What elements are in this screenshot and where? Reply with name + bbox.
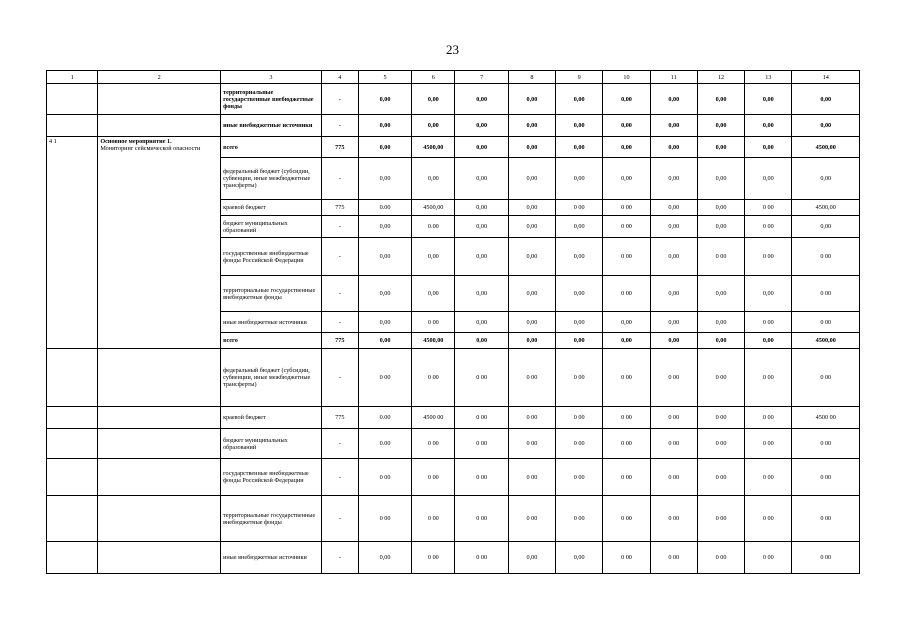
amount-cell: - <box>321 238 358 276</box>
amount-cell: - <box>321 429 358 459</box>
column-header: 14 <box>792 71 860 84</box>
table-row <box>47 459 860 496</box>
table-row <box>47 115 860 137</box>
amount-cell: 0,00 <box>455 238 508 276</box>
amount-cell: 0,00 <box>358 312 411 333</box>
amount-cell: 0,00 <box>697 115 744 137</box>
amount-cell: 0 00 <box>650 407 697 429</box>
activity-name <box>98 137 221 349</box>
amount-cell: 0,00 <box>508 238 555 276</box>
amount-cell: 0 00 <box>697 542 744 574</box>
amount-cell: 0,00 <box>358 276 411 312</box>
amount-cell: 0 00 <box>745 429 792 459</box>
amount-cell: 0,00 <box>745 158 792 200</box>
amount-cell: 0,00 <box>697 137 744 158</box>
amount-cell: 0 00 <box>745 216 792 238</box>
amount-cell: 0 00 <box>556 496 603 542</box>
amount-cell: 0,00 <box>556 276 603 312</box>
amount-cell: - <box>321 459 358 496</box>
amount-cell: 0 00 <box>412 429 455 459</box>
amount-cell: 0 00 <box>358 459 411 496</box>
amount-cell: 0,00 <box>412 276 455 312</box>
amount-cell: - <box>321 312 358 333</box>
amount-cell: 0,00 <box>745 137 792 158</box>
header-row <box>47 71 860 84</box>
amount-cell: 0,00 <box>508 115 555 137</box>
activity-description: Мониторинг сейсмической опасности <box>100 145 201 152</box>
row-code-empty <box>47 115 98 137</box>
activity-name-empty <box>98 496 221 542</box>
amount-cell: 0 00 <box>745 407 792 429</box>
amount-cell: 775 <box>321 407 358 429</box>
activity-name-empty <box>98 542 221 574</box>
table-row <box>47 407 860 429</box>
amount-cell: 0 00 <box>745 312 792 333</box>
amount-cell: 0,00 <box>556 137 603 158</box>
amount-cell: 0 00 <box>603 200 650 216</box>
amount-cell: 0,00 <box>508 276 555 312</box>
amount-cell: 0,00 <box>697 333 744 349</box>
amount-cell: 0,00 <box>697 216 744 238</box>
amount-cell: 0,00 <box>455 158 508 200</box>
funding-source: бюджет муниципальных образований <box>221 429 322 459</box>
amount-cell: 0 00 <box>412 312 455 333</box>
amount-cell: 0,00 <box>358 216 411 238</box>
amount-cell: 0,00 <box>650 200 697 216</box>
amount-cell: 0 00 <box>697 238 744 276</box>
amount-cell: 4500,00 <box>792 137 860 158</box>
activity-name-empty <box>98 115 221 137</box>
amount-cell: 0,00 <box>455 84 508 115</box>
funding-source: всего <box>221 137 322 158</box>
amount-cell: 775 <box>321 137 358 158</box>
column-header: 10 <box>603 71 650 84</box>
amount-cell: 0,00 <box>556 158 603 200</box>
amount-cell: - <box>321 216 358 238</box>
amount-cell: 0,00 <box>792 84 860 115</box>
activity-name-empty <box>98 459 221 496</box>
amount-cell: 0 00 <box>792 496 860 542</box>
column-header: 11 <box>650 71 697 84</box>
funding-source: государственные внебюджетные фонды Российской Федерации <box>221 459 322 496</box>
amount-cell: - <box>321 276 358 312</box>
amount-cell: 0 00 <box>745 496 792 542</box>
funding-source: краевой бюджет <box>221 407 322 429</box>
amount-cell: 4500,00 <box>412 137 455 158</box>
amount-cell: 0 00 <box>745 349 792 407</box>
amount-cell: 0 00 <box>603 349 650 407</box>
column-header: 5 <box>358 71 411 84</box>
amount-cell: 0,00 <box>650 276 697 312</box>
amount-cell: 0 00 <box>603 496 650 542</box>
amount-cell: 0,00 <box>455 137 508 158</box>
budget-table <box>46 70 860 574</box>
amount-cell: 0 00 <box>650 542 697 574</box>
amount-cell: 0,00 <box>697 312 744 333</box>
row-code-empty <box>47 459 98 496</box>
amount-cell: 0 00 <box>745 459 792 496</box>
row-code-empty <box>47 496 98 542</box>
column-header: 8 <box>508 71 555 84</box>
row-code-empty <box>47 84 98 115</box>
column-header: 9 <box>556 71 603 84</box>
column-header: 13 <box>745 71 792 84</box>
amount-cell: 4500,00 <box>792 333 860 349</box>
amount-cell: 0 00 <box>697 407 744 429</box>
amount-cell: 0 00 <box>792 276 860 312</box>
amount-cell: 0,00 <box>650 312 697 333</box>
amount-cell: 0 00 <box>508 459 555 496</box>
amount-cell: - <box>321 84 358 115</box>
amount-cell: 0,00 <box>412 115 455 137</box>
amount-cell: 0,00 <box>455 276 508 312</box>
amount-cell: 0,00 <box>603 84 650 115</box>
amount-cell: 0 00 <box>556 429 603 459</box>
amount-cell: 0,00 <box>412 158 455 200</box>
amount-cell: 0 00 <box>412 349 455 407</box>
amount-cell: 0 00 <box>358 496 411 542</box>
amount-cell: 0,00 <box>556 312 603 333</box>
amount-cell: 0 00 <box>697 429 744 459</box>
amount-cell: 0,00 <box>650 333 697 349</box>
amount-cell: 0 00 <box>603 216 650 238</box>
amount-cell: 4500,00 <box>412 200 455 216</box>
amount-cell: 0 00 <box>603 276 650 312</box>
amount-cell: 0 00 <box>792 238 860 276</box>
amount-cell: 0 00 <box>650 349 697 407</box>
amount-cell: 775 <box>321 333 358 349</box>
amount-cell: 0 00 <box>792 429 860 459</box>
amount-cell: 0 00 <box>603 407 650 429</box>
funding-source: территориальные государственные внебюджетные фонды <box>221 496 322 542</box>
funding-source: федеральный бюджет (субсидии, субвенции, иные межбюджетные трансферты) <box>221 349 322 407</box>
activity-name-empty <box>98 429 221 459</box>
amount-cell: 0,00 <box>358 115 411 137</box>
amount-cell: 0,00 <box>556 542 603 574</box>
column-header: 6 <box>412 71 455 84</box>
amount-cell: 0.00 <box>358 407 411 429</box>
amount-cell: 0 00 <box>603 459 650 496</box>
amount-cell: 0,00 <box>358 84 411 115</box>
amount-cell: 0 00 <box>508 407 555 429</box>
column-header: 4 <box>321 71 358 84</box>
amount-cell: 0 00 <box>455 459 508 496</box>
amount-cell: 0 00 <box>650 429 697 459</box>
funding-source: иные внебюджетные источники <box>221 312 322 333</box>
amount-cell: 0 00 <box>508 349 555 407</box>
table-row <box>47 349 860 407</box>
table-row <box>47 84 860 115</box>
amount-cell: 0,00 <box>508 200 555 216</box>
funding-source: территориальные государственные внебюджетные фонды <box>221 276 322 312</box>
funding-source: бюджет муниципальных образований <box>221 216 322 238</box>
amount-cell: 0,00 <box>455 312 508 333</box>
amount-cell: 0,00 <box>745 84 792 115</box>
amount-cell: 0.00 <box>412 216 455 238</box>
amount-cell: 0,00 <box>508 312 555 333</box>
table-row <box>47 542 860 574</box>
amount-cell: 0,00 <box>556 84 603 115</box>
amount-cell: 0 00 <box>603 542 650 574</box>
table-row <box>47 429 860 459</box>
column-header: 1 <box>47 71 98 84</box>
amount-cell: 0,00 <box>508 333 555 349</box>
amount-cell: 0,00 <box>603 115 650 137</box>
amount-cell: 0 00 <box>792 312 860 333</box>
activity-name-empty <box>98 407 221 429</box>
amount-cell: 0 00 <box>455 349 508 407</box>
amount-cell: 0,00 <box>603 333 650 349</box>
amount-cell: 0 00 <box>556 349 603 407</box>
amount-cell: 0 00 <box>412 542 455 574</box>
amount-cell: 0,00 <box>455 333 508 349</box>
funding-source: государственные внебюджетные фонды Российской Федерации <box>221 238 322 276</box>
row-code-empty <box>47 429 98 459</box>
amount-cell: 0,00 <box>556 115 603 137</box>
amount-cell: 0 00 <box>556 407 603 429</box>
amount-cell: 0,00 <box>697 276 744 312</box>
activity-title: Основное мероприятие 1. <box>100 138 172 145</box>
amount-cell: 0,00 <box>603 137 650 158</box>
amount-cell: - <box>321 496 358 542</box>
funding-source: иные внебюджетные источники <box>221 542 322 574</box>
amount-cell: 0,00 <box>745 276 792 312</box>
activity-name-empty <box>98 349 221 407</box>
table-row <box>47 137 860 158</box>
amount-cell: 4500 00 <box>412 407 455 429</box>
funding-source: всего <box>221 333 322 349</box>
amount-cell: 0 00 <box>745 200 792 216</box>
amount-cell: 0 00 <box>697 459 744 496</box>
amount-cell: 0,00 <box>697 158 744 200</box>
row-code: 4 1 <box>47 137 98 349</box>
amount-cell: 0.00 <box>358 200 411 216</box>
amount-cell: 0,00 <box>650 137 697 158</box>
amount-cell: 4500,00 <box>412 333 455 349</box>
amount-cell: 0 00 <box>556 459 603 496</box>
row-code-empty <box>47 349 98 407</box>
amount-cell: - <box>321 158 358 200</box>
amount-cell: 0,00 <box>745 333 792 349</box>
amount-cell: 0,00 <box>603 312 650 333</box>
table-row <box>47 496 860 542</box>
funding-source: территориальные государственные внебюджетные фонды <box>221 84 322 115</box>
amount-cell: 0,00 <box>508 84 555 115</box>
amount-cell: 0,00 <box>455 216 508 238</box>
amount-cell: 0 00 <box>792 542 860 574</box>
amount-cell: - <box>321 115 358 137</box>
amount-cell: 0,00 <box>358 238 411 276</box>
amount-cell: 0,00 <box>455 115 508 137</box>
amount-cell: 0,00 <box>650 158 697 200</box>
amount-cell: 0,00 <box>603 158 650 200</box>
amount-cell: 0 00 <box>455 542 508 574</box>
amount-cell: 0,00 <box>556 238 603 276</box>
column-header: 7 <box>455 71 508 84</box>
amount-cell: 0 00 <box>650 459 697 496</box>
funding-source: федеральный бюджет (субсидии, субвенции, иные межбюджетные трансферты) <box>221 158 322 200</box>
amount-cell: 0 00 <box>455 429 508 459</box>
activity-name-empty <box>98 84 221 115</box>
amount-cell: 0,00 <box>792 158 860 200</box>
amount-cell: 0,00 <box>358 137 411 158</box>
amount-cell: 0 00 <box>792 459 860 496</box>
amount-cell: 0 00 <box>792 349 860 407</box>
amount-cell: 0 00 <box>455 407 508 429</box>
amount-cell: 0,00 <box>650 216 697 238</box>
amount-cell: 0,00 <box>697 84 744 115</box>
amount-cell: 0 00 <box>508 496 555 542</box>
funding-source: краевой бюджет <box>221 200 322 216</box>
amount-cell: 0,00 <box>745 115 792 137</box>
amount-cell: 0,00 <box>358 158 411 200</box>
amount-cell: 0,00 <box>792 216 860 238</box>
amount-cell: 0 00 <box>412 496 455 542</box>
funding-source: иные внебюджетные источники <box>221 115 322 137</box>
amount-cell: 0 00 <box>603 238 650 276</box>
amount-cell: 0 00 <box>650 496 697 542</box>
amount-cell: 0,00 <box>508 137 555 158</box>
amount-cell: 0,00 <box>650 84 697 115</box>
amount-cell: 0 00 <box>697 496 744 542</box>
amount-cell: 0,00 <box>792 115 860 137</box>
row-code-empty <box>47 407 98 429</box>
amount-cell: 0,00 <box>650 238 697 276</box>
column-header: 3 <box>221 71 322 84</box>
amount-cell: 0 00 <box>603 429 650 459</box>
amount-cell: 0 00 <box>358 349 411 407</box>
amount-cell: 0,00 <box>358 333 411 349</box>
amount-cell: 0,00 <box>412 238 455 276</box>
amount-cell: 0,00 <box>556 216 603 238</box>
amount-cell: 0 00 <box>412 459 455 496</box>
column-header: 2 <box>98 71 221 84</box>
row-code-empty <box>47 542 98 574</box>
amount-cell: 0,00 <box>508 542 555 574</box>
amount-cell: 0.00 <box>358 429 411 459</box>
page-number: 23 <box>446 42 459 57</box>
amount-cell: 0,00 <box>412 84 455 115</box>
amount-cell: 0,00 <box>556 333 603 349</box>
amount-cell: 0,00 <box>508 158 555 200</box>
amount-cell: 4500 00 <box>792 407 860 429</box>
amount-cell: 775 <box>321 200 358 216</box>
amount-cell: 0 00 <box>508 429 555 459</box>
amount-cell: 0,00 <box>358 542 411 574</box>
amount-cell: 0 00 <box>556 200 603 216</box>
amount-cell: 0,00 <box>455 200 508 216</box>
amount-cell: 0 00 <box>745 238 792 276</box>
amount-cell: 0 00 <box>745 542 792 574</box>
amount-cell: - <box>321 349 358 407</box>
amount-cell: 0,00 <box>650 115 697 137</box>
amount-cell: 0 00 <box>697 349 744 407</box>
amount-cell: 0 00 <box>455 496 508 542</box>
amount-cell: 0,00 <box>508 216 555 238</box>
column-header: 12 <box>697 71 744 84</box>
amount-cell: - <box>321 542 358 574</box>
amount-cell: 0,00 <box>697 200 744 216</box>
amount-cell: 4500,00 <box>792 200 860 216</box>
